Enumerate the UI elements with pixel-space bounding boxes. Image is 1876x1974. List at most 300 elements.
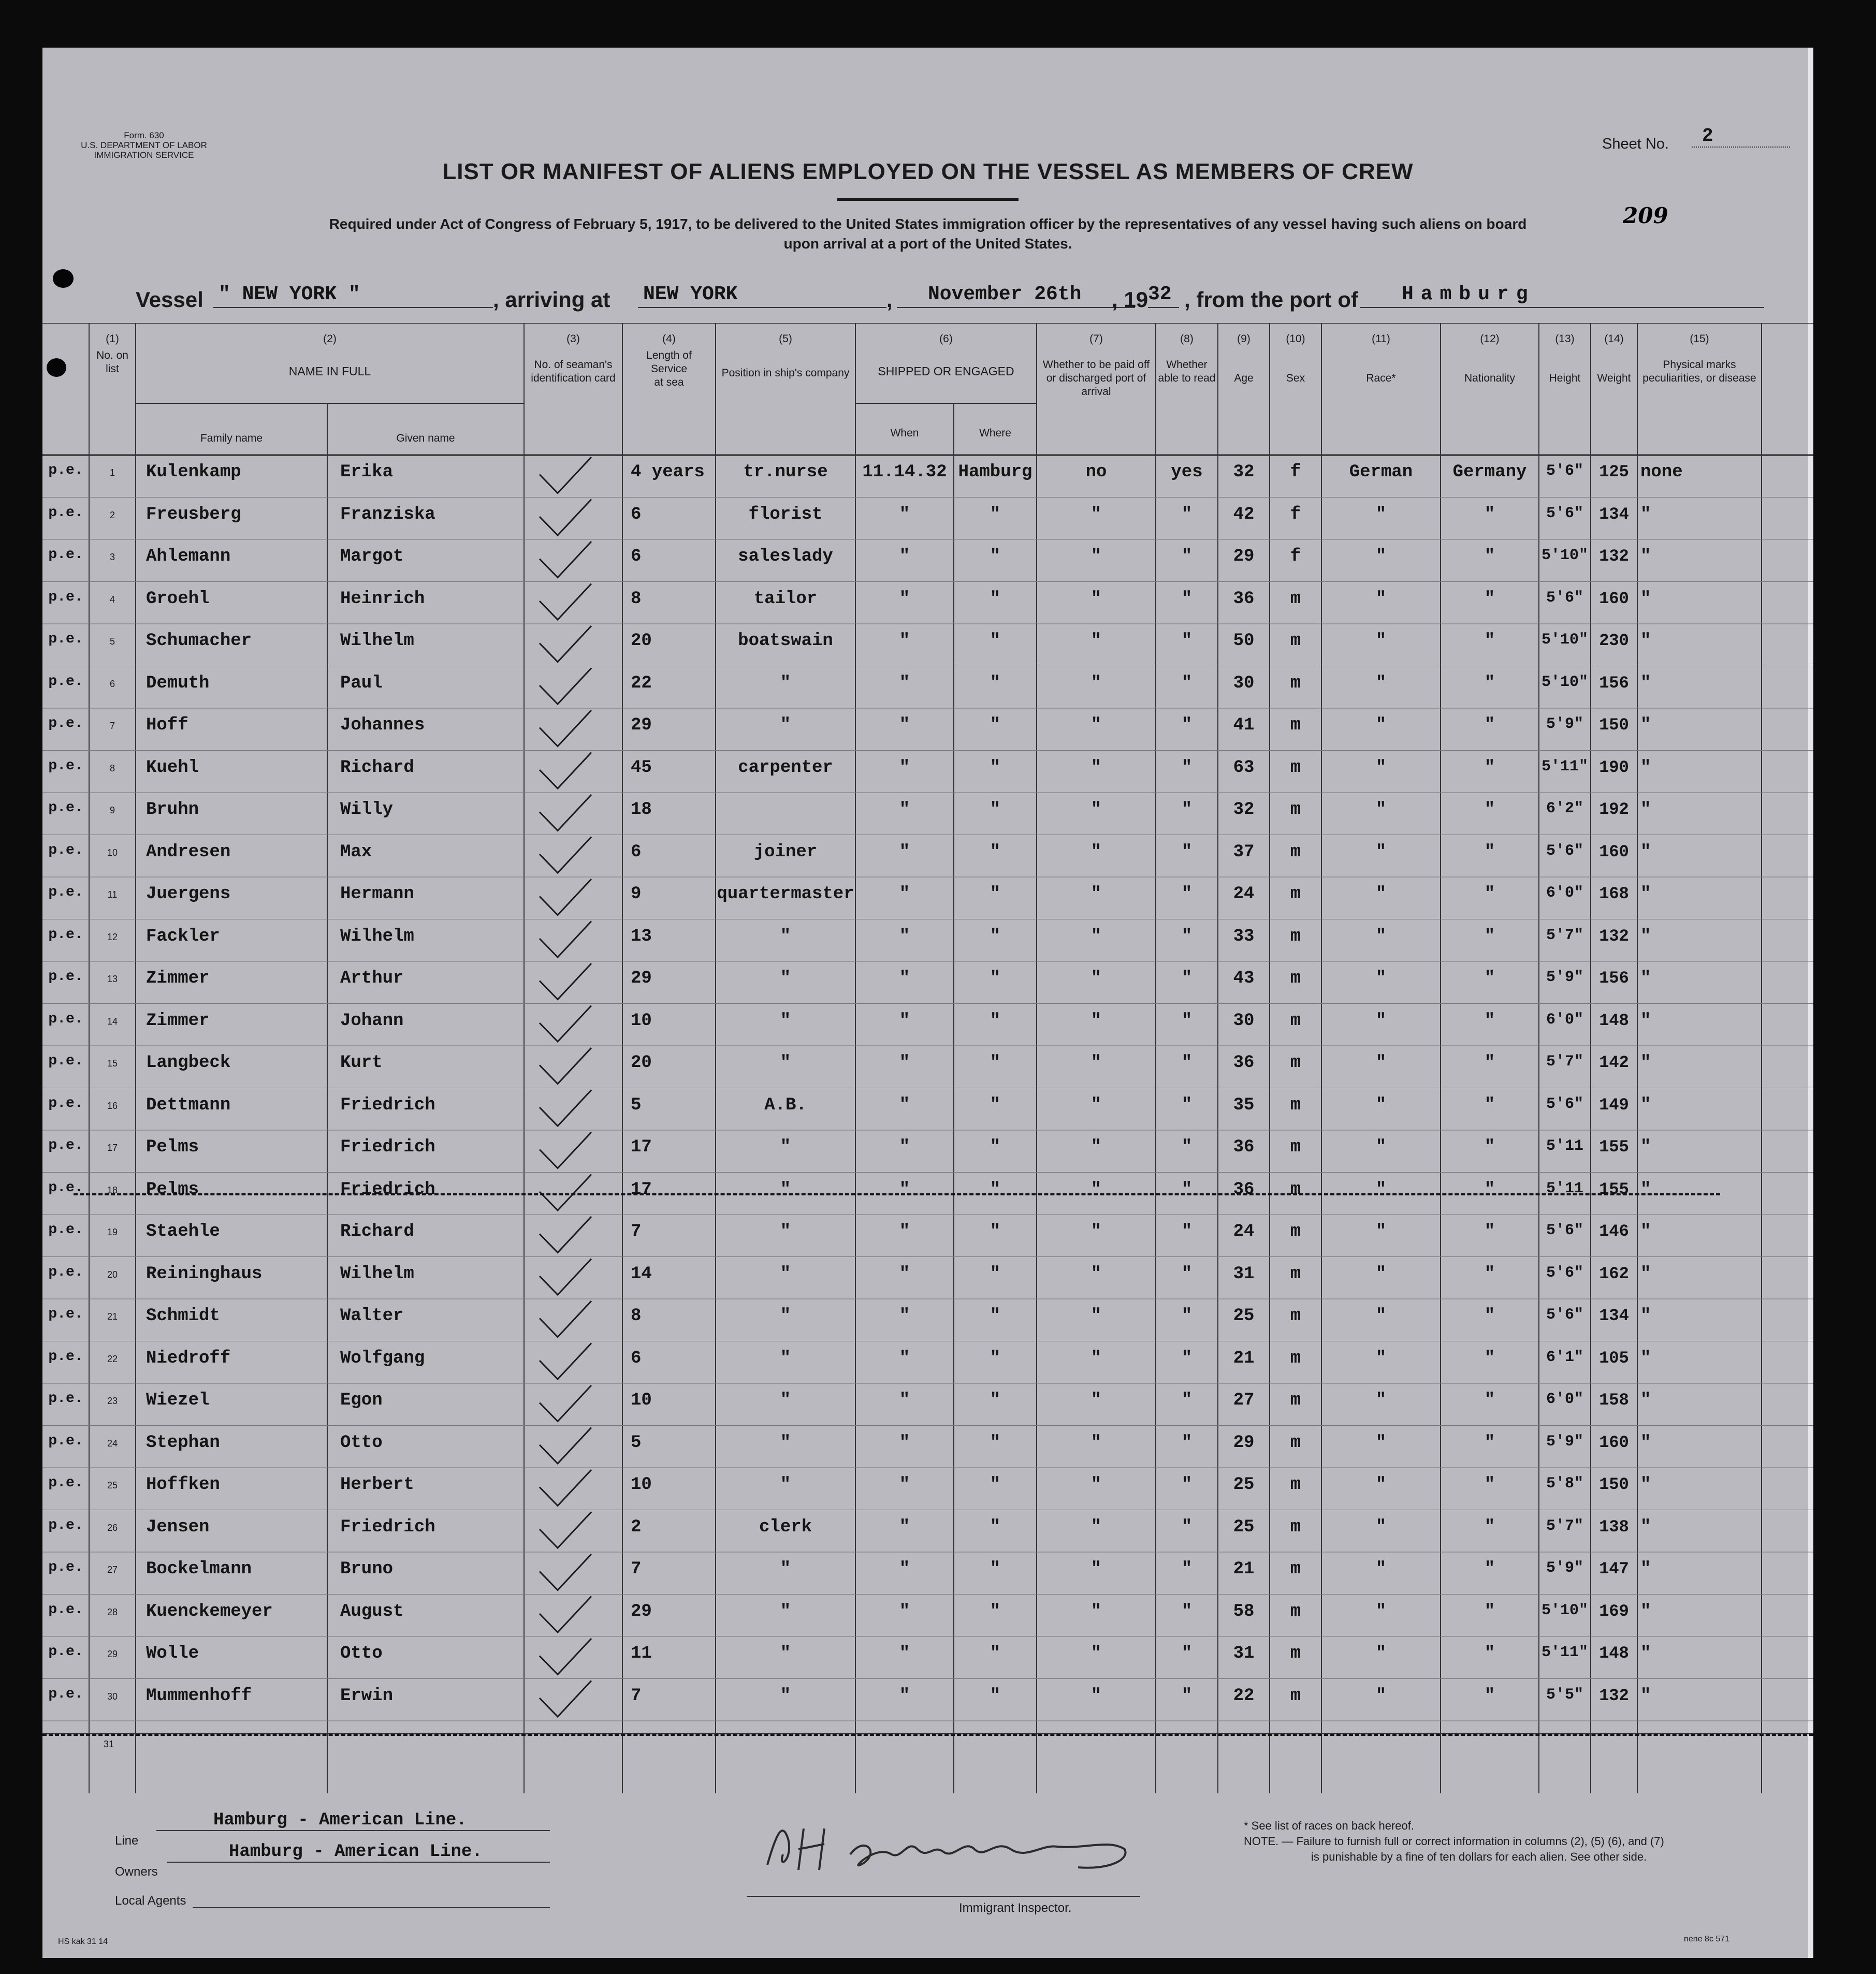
cell-race: ": [1375, 1475, 1387, 1495]
col-paid-off-header: (7) Whether to be paid off or discharged port of arrival: [1042, 333, 1150, 398]
cell-height: 5'6": [1546, 1264, 1583, 1282]
table-row: [42, 919, 1813, 962]
cell-family: Schumacher: [146, 631, 252, 651]
table-row: [42, 835, 1813, 878]
cell-position: ": [780, 715, 791, 735]
cell-where: ": [990, 1011, 1001, 1031]
cell-mark: p.e.: [48, 1137, 83, 1153]
cell-where: ": [990, 1348, 1001, 1368]
cell-race: ": [1375, 1222, 1387, 1241]
cell-where: ": [990, 842, 1001, 862]
cell-service: 6: [631, 547, 642, 566]
cell-family: Pelms: [146, 1179, 199, 1200]
cell-no: 22: [107, 1353, 118, 1364]
cell-where: ": [990, 884, 1001, 904]
line-label: Line: [115, 1834, 139, 1848]
cell-mark: p.e.: [48, 1095, 83, 1112]
cell-marks: ": [1640, 504, 1651, 524]
cell-when: ": [899, 1264, 910, 1284]
cell-paid: ": [1090, 1137, 1102, 1157]
cell-mark: p.e.: [48, 715, 83, 732]
cell-height: 6'2": [1546, 800, 1583, 817]
cell-race: ": [1375, 631, 1387, 651]
cell-marks: ": [1640, 1011, 1651, 1031]
cell-race: ": [1375, 884, 1387, 904]
cell-family: Demuth: [146, 673, 210, 693]
cell-sex: m: [1290, 842, 1301, 862]
cell-no: 11: [107, 889, 118, 900]
cell-sex: m: [1290, 1517, 1301, 1537]
cell-given: Herbert: [340, 1475, 414, 1495]
cell-marks: ": [1640, 1053, 1651, 1073]
table-row: [42, 539, 1813, 582]
cell-sex: m: [1290, 800, 1301, 820]
cell-given: Richard: [340, 1222, 414, 1241]
cell-no: 15: [107, 1058, 118, 1069]
cell-nationality: ": [1484, 1222, 1495, 1241]
cell-sex: m: [1290, 589, 1301, 609]
cell-no: 8: [109, 763, 115, 773]
cell-marks: ": [1640, 673, 1651, 693]
cell-family: Hoffken: [146, 1475, 220, 1495]
cell-position: quartermaster: [717, 884, 854, 904]
col-name-header: (2) NAME IN FULL: [288, 333, 371, 378]
notes-block: [1244, 1818, 1762, 1865]
cell-paid: ": [1090, 1306, 1102, 1326]
col-service-header: (4) Length of Service at sea: [646, 333, 692, 388]
cell-family: Kulenkamp: [146, 462, 241, 482]
cell-paid: ": [1090, 800, 1102, 820]
table-row: [42, 708, 1813, 751]
cell-age: 50: [1233, 631, 1255, 651]
cell-mark: p.e.: [48, 547, 83, 563]
cell-age: 42: [1233, 504, 1255, 524]
cell-position: ": [780, 1264, 791, 1284]
cell-no: 26: [107, 1522, 118, 1533]
cell-where: ": [990, 715, 1001, 735]
cell-weight: 148: [1599, 1011, 1629, 1030]
cell-where: ": [990, 800, 1001, 820]
cell-sex: m: [1290, 1011, 1301, 1031]
cell-position: ": [780, 1686, 791, 1706]
cell-position: ": [780, 1011, 791, 1031]
col-nationality-header: (12) Nationality: [1464, 333, 1516, 384]
cell-when: ": [899, 800, 910, 820]
col-race-header: (11) Race*: [1366, 333, 1396, 384]
cell-when: ": [899, 926, 910, 946]
cell-marks: ": [1640, 1391, 1651, 1410]
cell-family: Wolle: [146, 1644, 199, 1663]
cell-position: ": [780, 1475, 791, 1495]
cell-height: 5'10": [1541, 673, 1588, 691]
cell-mark: p.e.: [48, 1475, 83, 1491]
cell-height: 6'0": [1546, 884, 1583, 902]
cell-where: ": [990, 1264, 1001, 1284]
cell-sex: f: [1290, 462, 1301, 482]
cell-nationality: ": [1484, 1391, 1495, 1410]
sheet-number-value: 2: [1692, 125, 1790, 148]
cell-given: Egon: [340, 1391, 383, 1410]
cell-when: ": [899, 1095, 910, 1115]
table-row: [42, 1215, 1813, 1257]
cell-no: 3: [109, 552, 115, 562]
cell-position: ": [780, 1391, 791, 1410]
cell-given: Walter: [340, 1306, 404, 1326]
cell-given: Wilhelm: [340, 631, 414, 651]
cell-nationality: ": [1484, 969, 1495, 988]
cell-age: 29: [1233, 547, 1255, 566]
cell-no: 29: [107, 1649, 118, 1659]
cell-no: 4: [109, 594, 115, 605]
cell-read: ": [1181, 1137, 1193, 1157]
cell-height: 5'9": [1546, 715, 1583, 733]
cell-when: ": [899, 1137, 910, 1157]
cell-given: Paul: [340, 673, 383, 693]
cell-sex: m: [1290, 757, 1301, 778]
cell-position: ": [780, 1601, 791, 1621]
cell-nationality: ": [1484, 547, 1495, 566]
cell-given: Otto: [340, 1644, 383, 1663]
cell-read: ": [1181, 1053, 1193, 1073]
cell-weight: 160: [1599, 1432, 1629, 1452]
cell-position: saleslady: [738, 547, 833, 566]
col-family-name-header: Family name: [200, 432, 263, 444]
cell-paid: ": [1090, 589, 1102, 609]
cell-where: ": [990, 1095, 1001, 1115]
cell-position: florist: [748, 504, 823, 524]
table-row: [42, 1383, 1813, 1426]
cell-paid: no: [1085, 462, 1107, 482]
cell-given: Kurt: [340, 1053, 383, 1073]
cell-where: ": [990, 969, 1001, 988]
cell-paid: ": [1090, 1222, 1102, 1241]
table-row: [42, 1595, 1813, 1637]
table-row: [42, 1552, 1813, 1595]
cell-marks: ": [1640, 547, 1651, 566]
cell-where: ": [990, 757, 1001, 778]
footer-code-left: HS kak 31 14: [58, 1937, 108, 1946]
cell-service: 5: [631, 1432, 642, 1453]
cell-family: Kuenckemeyer: [146, 1601, 273, 1621]
cell-paid: ": [1090, 1475, 1102, 1495]
cell-when: ": [899, 673, 910, 693]
cell-where: ": [990, 1137, 1001, 1157]
cell-mark: p.e.: [48, 884, 83, 900]
cell-mark: p.e.: [48, 1601, 83, 1618]
cell-family: Juergens: [146, 884, 231, 904]
departure-port: Hamburg: [1360, 283, 1764, 308]
cell-age: 36: [1233, 1179, 1255, 1200]
cell-nationality: ": [1484, 1179, 1495, 1200]
sheet-number-label: Sheet No.: [1602, 136, 1669, 152]
cell-service: 6: [631, 842, 642, 862]
cell-given: Heinrich: [340, 589, 425, 609]
cell-when: ": [899, 1306, 910, 1326]
subtitle-line-2: upon arrival at a port of the United States.: [783, 236, 1072, 252]
cell-age: 58: [1233, 1601, 1255, 1621]
cell-no: 24: [107, 1438, 118, 1449]
cell-sex: m: [1290, 673, 1301, 693]
cell-when: ": [899, 842, 910, 862]
cell-height: 5'11: [1546, 1179, 1583, 1197]
cell-read: ": [1181, 969, 1193, 988]
cell-when: ": [899, 1559, 910, 1579]
cell-sex: m: [1290, 1306, 1301, 1326]
table-row: [42, 1510, 1813, 1553]
cell-weight: 155: [1599, 1137, 1629, 1157]
cell-marks: ": [1640, 800, 1651, 820]
col-physical-marks-header: (15) Physical marks peculiarities, or disease: [1642, 333, 1756, 384]
cell-family: Langbeck: [146, 1053, 231, 1073]
arrival-date: November 26th: [897, 283, 1135, 308]
cell-height: 5'6": [1546, 1095, 1583, 1113]
cell-weight: 160: [1599, 589, 1629, 608]
footer-code-right: nene 8c 571: [1684, 1935, 1730, 1943]
cell-height: 5'6": [1546, 589, 1583, 607]
cell-nationality: ": [1484, 757, 1495, 778]
cell-service: 20: [631, 631, 652, 651]
cell-race: ": [1375, 800, 1387, 820]
cell-weight: 168: [1599, 884, 1629, 903]
cell-service: 6: [631, 1348, 642, 1368]
col-id-card-header: (3) No. of seaman's identification card: [531, 333, 616, 384]
cell-nationality: ": [1484, 1053, 1495, 1073]
inspector-label: Immigrant Inspector.: [959, 1901, 1072, 1915]
document-number: 209: [1623, 203, 1668, 228]
cell-marks: ": [1640, 1095, 1651, 1115]
cell-read: ": [1181, 1475, 1193, 1495]
cell-weight: 138: [1599, 1517, 1629, 1537]
cell-race: ": [1375, 1391, 1387, 1410]
cell-race: ": [1375, 1179, 1387, 1200]
cell-family: Staehle: [146, 1222, 220, 1241]
arrival-year: 32: [1148, 283, 1179, 308]
cell-when: ": [899, 547, 910, 566]
col-when-header: When: [890, 427, 919, 439]
cell-read: ": [1181, 1601, 1193, 1621]
table-row: [42, 961, 1813, 1004]
col-height-header: (13) Height: [1549, 333, 1581, 384]
cell-marks: ": [1640, 1306, 1651, 1326]
table-row: [42, 1046, 1813, 1088]
cell-service: 2: [631, 1517, 642, 1537]
table-row: [42, 666, 1813, 709]
cell-paid: ": [1090, 1517, 1102, 1537]
cell-sex: m: [1290, 715, 1301, 735]
table-row: [42, 1341, 1813, 1384]
cell-given: Wilhelm: [340, 1264, 414, 1284]
cell-where: ": [990, 1517, 1001, 1537]
cell-race: ": [1375, 547, 1387, 566]
cell-where: ": [990, 547, 1001, 566]
cell-given: Arthur: [340, 969, 404, 988]
cell-weight: 158: [1599, 1391, 1629, 1410]
cell-age: 36: [1233, 589, 1255, 609]
cell-height: 5'11: [1546, 1137, 1583, 1155]
cell-when: ": [899, 1222, 910, 1241]
cell-family: Hoff: [146, 715, 188, 735]
cell-read: ": [1181, 673, 1193, 693]
cell-marks: ": [1640, 1686, 1651, 1706]
table-row: [42, 1173, 1813, 1215]
cell-marks: ": [1640, 1137, 1651, 1157]
col-given-name-header: Given name: [396, 432, 455, 444]
cell-sex: m: [1290, 1137, 1301, 1157]
cell-age: 33: [1233, 926, 1255, 946]
cell-weight: 147: [1599, 1559, 1629, 1578]
cell-height: 5'6": [1546, 842, 1583, 860]
cell-read: ": [1181, 589, 1193, 609]
cell-read: ": [1181, 926, 1193, 946]
cell-sex: m: [1290, 1391, 1301, 1410]
cell-read: ": [1181, 1222, 1193, 1241]
cell-height: 5'11": [1541, 757, 1588, 776]
cell-given: Erwin: [340, 1686, 394, 1706]
cell-height: 5'10": [1541, 547, 1588, 564]
cell-family: Jensen: [146, 1517, 210, 1537]
cell-service: 5: [631, 1095, 642, 1115]
cell-sex: m: [1290, 969, 1301, 988]
cell-when: 11.14.32: [862, 462, 947, 482]
cell-paid: ": [1090, 715, 1102, 735]
col-where-header: Where: [979, 427, 1011, 439]
cell-nationality: ": [1484, 1475, 1495, 1495]
cell-given: Friedrich: [340, 1517, 435, 1537]
cell-family: Andresen: [146, 842, 231, 862]
cell-mark: p.e.: [48, 1264, 83, 1280]
cell-when: ": [899, 969, 910, 988]
cell-position: ": [780, 1137, 791, 1157]
cell-height: 5'9": [1546, 1432, 1583, 1451]
cell-height: 5'7": [1546, 1517, 1583, 1535]
cell-position: ": [780, 1053, 791, 1073]
cell-age: 36: [1233, 1053, 1255, 1073]
cell-paid: ": [1090, 969, 1102, 988]
cell-where: ": [990, 1179, 1001, 1200]
cell-marks: ": [1640, 1264, 1651, 1284]
cell-position: ": [780, 1306, 791, 1326]
cell-family: Fackler: [146, 926, 220, 946]
cell-age: 41: [1233, 715, 1255, 735]
cell-paid: ": [1090, 1095, 1102, 1115]
cell-age: 30: [1233, 1011, 1255, 1031]
page-title: LIST OR MANIFEST OF ALIENS EMPLOYED ON THE VESSEL AS MEMBERS OF CREW: [442, 159, 1414, 184]
cell-service: 7: [631, 1686, 642, 1706]
cell-paid: ": [1090, 926, 1102, 946]
cell-weight: 169: [1599, 1601, 1629, 1621]
cell-given: Richard: [340, 757, 414, 778]
cell-mark: p.e.: [48, 757, 83, 774]
cell-marks: ": [1640, 926, 1651, 946]
cell-age: 32: [1233, 462, 1255, 482]
department-name: U.S. DEPARTMENT OF LABOR: [81, 140, 207, 150]
cell-race: ": [1375, 1517, 1387, 1537]
owners-value: Hamburg - American Line.: [167, 1842, 550, 1863]
crew-table: [42, 323, 1813, 1793]
cell-service: 8: [631, 589, 642, 609]
cell-mark: p.e.: [48, 1559, 83, 1575]
cell-service: 14: [631, 1264, 652, 1284]
cell-read: ": [1181, 631, 1193, 651]
cell-sex: m: [1290, 1179, 1301, 1200]
cell-where: ": [990, 1601, 1001, 1621]
cell-when: ": [899, 1517, 910, 1537]
cell-race: ": [1375, 1137, 1387, 1157]
cell-service: 10: [631, 1391, 652, 1410]
cell-family: Pelms: [146, 1137, 199, 1157]
cell-given: Franziska: [340, 504, 435, 524]
row-31-number: 31: [104, 1739, 114, 1749]
cell-nationality: ": [1484, 842, 1495, 862]
cell-height: 5'10": [1541, 1601, 1588, 1619]
cell-nationality: ": [1484, 1517, 1495, 1537]
cell-age: 25: [1233, 1475, 1255, 1495]
col-read-header: (8) Whether able to read: [1158, 333, 1216, 384]
cell-read: yes: [1171, 462, 1203, 482]
cell-sex: m: [1290, 1348, 1301, 1368]
arriving-label: , arriving at: [493, 287, 610, 312]
cell-weight: 105: [1599, 1348, 1629, 1368]
cell-read: ": [1181, 800, 1193, 820]
cell-no: 30: [107, 1691, 118, 1702]
cell-when: ": [899, 1348, 910, 1368]
cell-marks: ": [1640, 1517, 1651, 1537]
cell-mark: p.e.: [48, 504, 83, 521]
cell-where: ": [990, 673, 1001, 693]
cell-mark: p.e.: [48, 1222, 83, 1238]
cell-no: 14: [107, 1016, 118, 1027]
subtitle-line-1: Required under Act of Congress of February 5, 1917, to be delivered to the United States immigration officer by the representatives of any vessel having such aliens on board: [329, 216, 1527, 232]
cell-given: Johannes: [340, 715, 425, 735]
cell-read: ": [1181, 504, 1193, 524]
cell-where: ": [990, 1475, 1001, 1495]
cell-race: ": [1375, 1095, 1387, 1115]
cell-service: 29: [631, 969, 652, 988]
cell-age: 24: [1233, 1222, 1255, 1241]
cell-position: A.B.: [764, 1095, 807, 1115]
cell-family: Bruhn: [146, 800, 199, 820]
cell-age: 24: [1233, 884, 1255, 904]
cell-weight: 160: [1599, 842, 1629, 861]
cell-given: Friedrich: [340, 1179, 435, 1200]
cell-race: ": [1375, 1348, 1387, 1368]
penalty-note-1: NOTE. — Failure to furnish full or correct information in columns (2), (5) (6), and (7): [1244, 1835, 1664, 1848]
table-row: [42, 1468, 1813, 1510]
vessel-name: " NEW YORK ": [213, 283, 493, 308]
cell-mark: p.e.: [48, 1011, 83, 1027]
inspector-signature: [747, 1808, 1140, 1888]
cell-read: ": [1181, 842, 1193, 862]
cell-given: Margot: [340, 547, 404, 566]
cell-paid: ": [1090, 1644, 1102, 1663]
cell-age: 37: [1233, 842, 1255, 862]
cell-when: ": [899, 631, 910, 651]
inspector-signature-line: [747, 1896, 1140, 1897]
cell-weight: 150: [1599, 1475, 1629, 1494]
cell-family: Dettmann: [146, 1095, 231, 1115]
cell-position: ": [780, 673, 791, 693]
cell-marks: ": [1640, 1475, 1651, 1495]
cell-service: 11: [631, 1644, 652, 1663]
cell-service: 22: [631, 673, 652, 693]
cell-family: Stephan: [146, 1432, 220, 1453]
cell-position: ": [780, 1179, 791, 1200]
cell-service: 4 years: [631, 462, 705, 482]
year-prefix: , 19: [1112, 287, 1148, 312]
cell-when: ": [899, 1644, 910, 1663]
cell-height: 5'11": [1541, 1644, 1588, 1661]
cell-family: Mummenhoff: [146, 1686, 252, 1706]
